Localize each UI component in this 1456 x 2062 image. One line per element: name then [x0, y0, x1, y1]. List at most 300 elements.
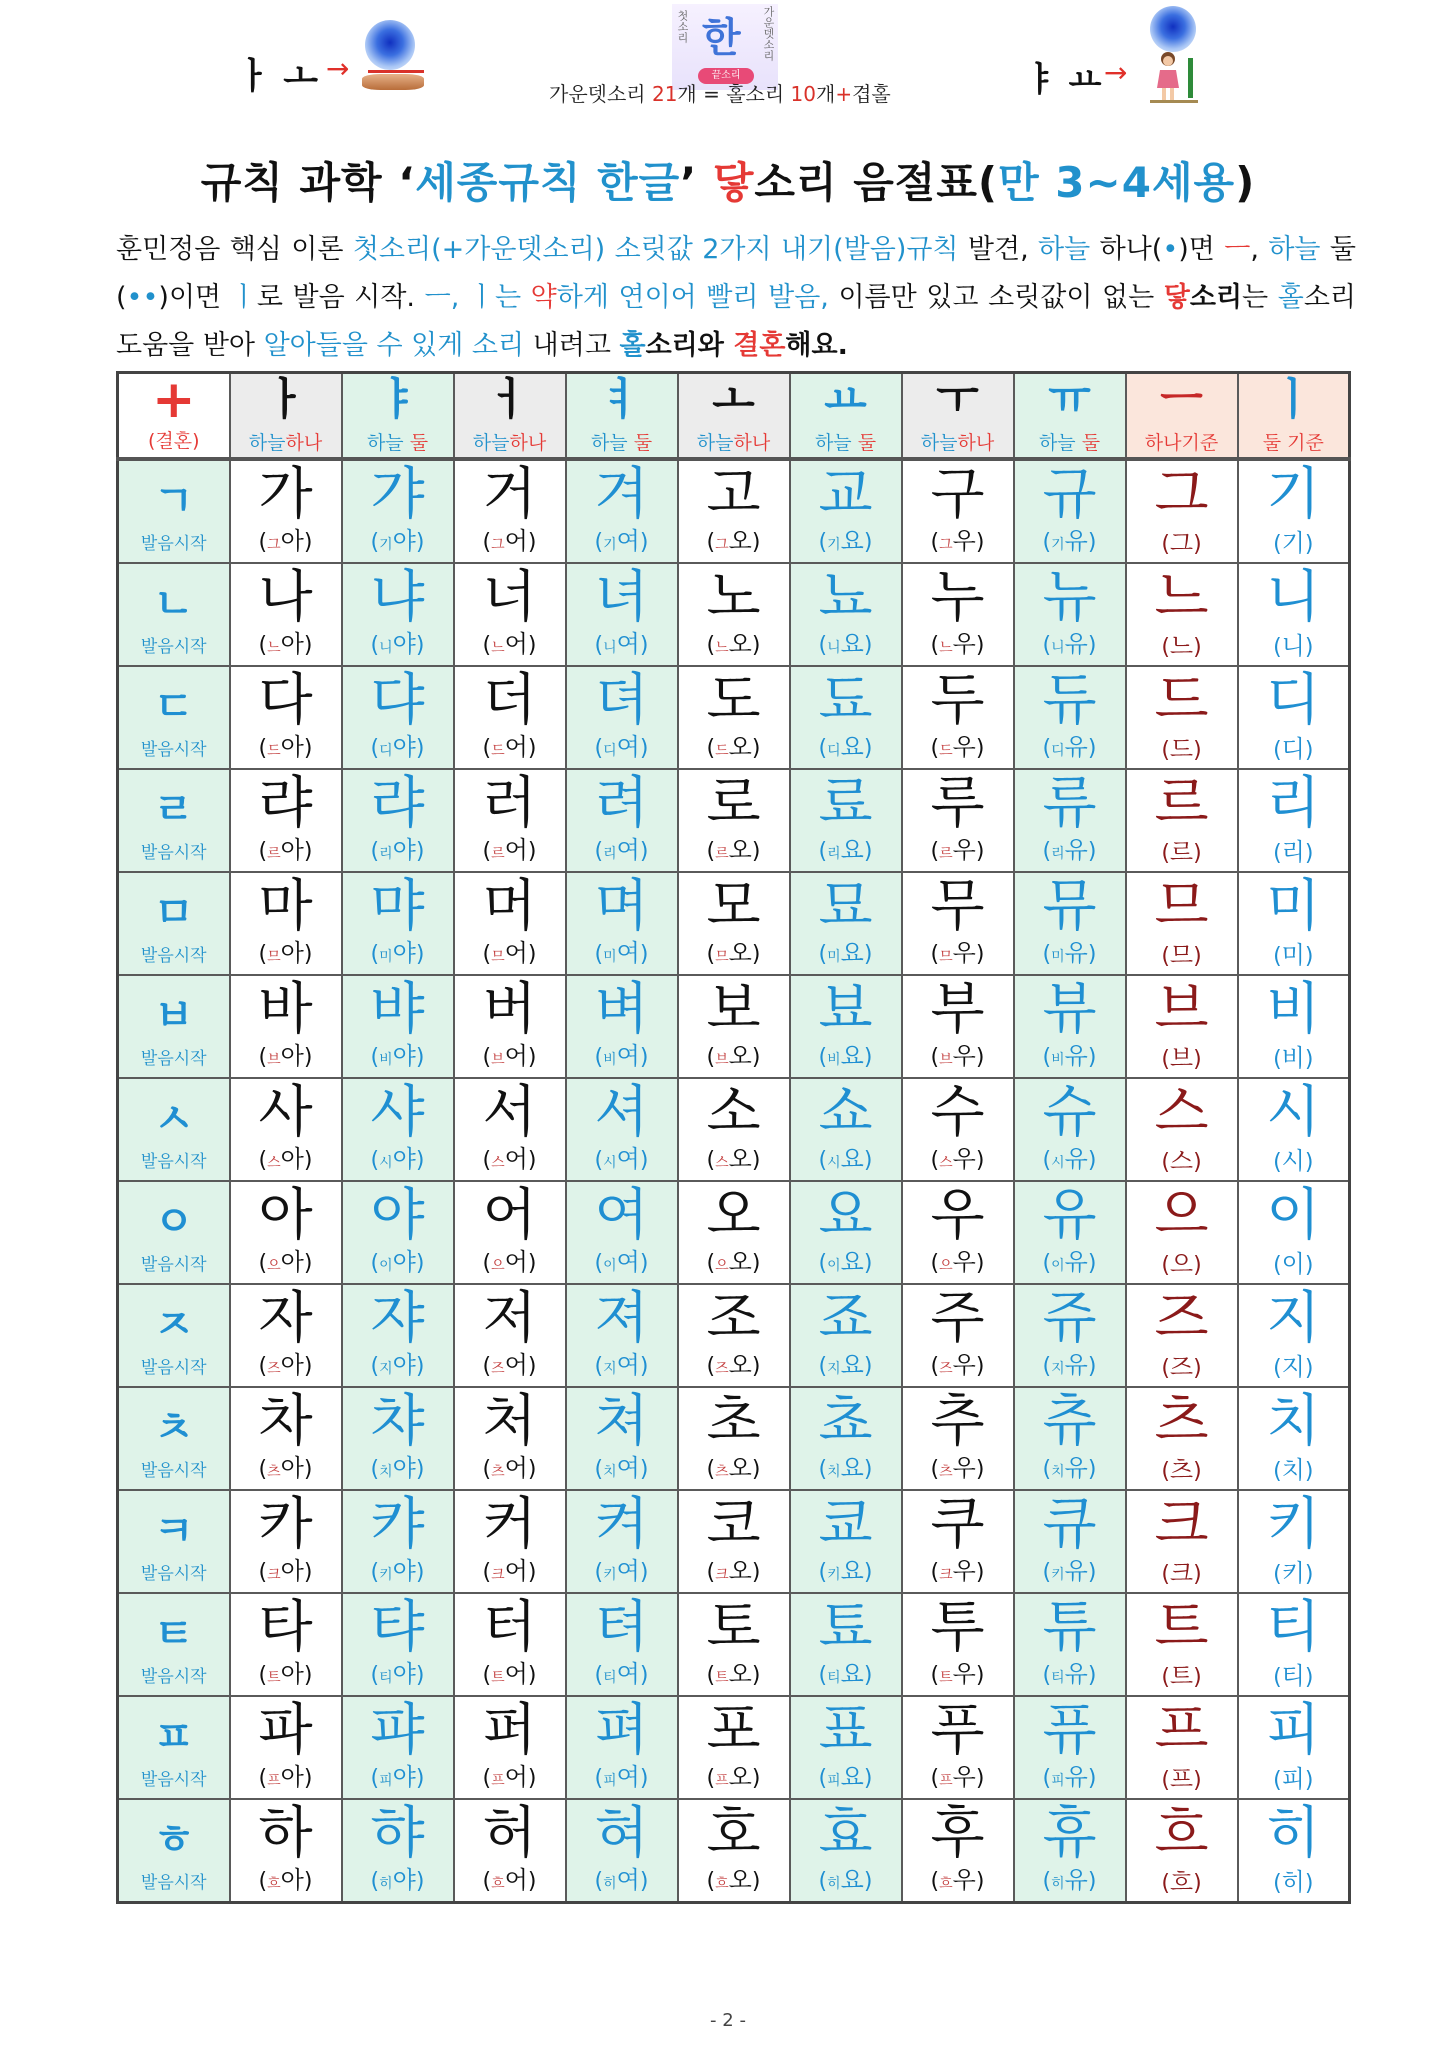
- neutral-sound: 그: [1169, 529, 1194, 557]
- vowel-sound: 아: [280, 1248, 304, 1276]
- syllable-cell: [1014, 1387, 1126, 1490]
- close-paren: ): [639, 530, 649, 555]
- close-paren: ): [751, 530, 761, 555]
- syllable-cell: [230, 1181, 342, 1284]
- syllable: 타: [258, 1595, 313, 1660]
- pronunciation: [903, 1454, 1013, 1486]
- open-paren: (: [1273, 1562, 1282, 1587]
- syllable: 뇨: [818, 565, 873, 630]
- syllable-cell: [1238, 1181, 1350, 1284]
- pronunciation: [343, 527, 453, 559]
- syllable: 뵤: [818, 977, 873, 1042]
- open-paren: (: [1273, 1253, 1282, 1278]
- syllable: 브: [1154, 977, 1209, 1042]
- vowel-header-1: [230, 373, 342, 460]
- neutral-sound: 브: [1169, 1044, 1194, 1072]
- vowel-sound: 아: [280, 1866, 304, 1894]
- pronunciation: [343, 1454, 453, 1486]
- close-paren: ): [1193, 1356, 1202, 1381]
- left-vowels: ㅏ ㅗ: [236, 55, 319, 97]
- open-paren: (: [1042, 1148, 1052, 1173]
- syllable-cell: [902, 1490, 1014, 1593]
- close-paren: ): [639, 942, 649, 967]
- open-paren: (: [482, 1663, 492, 1688]
- pronunciation: [1127, 1456, 1237, 1486]
- close-paren: ): [415, 1045, 425, 1070]
- syllable-cell: [790, 1181, 902, 1284]
- start-sound: 지: [603, 1361, 617, 1377]
- vowel-sound: 어: [504, 1145, 528, 1173]
- vowel-header-5: [678, 373, 790, 460]
- syllable: 툐: [818, 1595, 873, 1660]
- open-paren: (: [258, 1457, 268, 1482]
- open-paren: (: [1273, 1871, 1282, 1896]
- close-paren: ): [1193, 1459, 1202, 1484]
- syllable: 댜: [370, 668, 425, 733]
- pronounce-start-label: 발음시작: [140, 1049, 207, 1069]
- pronunciation: [343, 733, 453, 765]
- table-row: [118, 1490, 1350, 1593]
- vowel-sound: 아: [280, 1042, 304, 1070]
- syllable-cell: [678, 1593, 790, 1696]
- syllable: 슈: [1042, 1080, 1097, 1145]
- logo-left-label: 첫소리: [676, 10, 689, 43]
- pronunciation: [455, 630, 565, 662]
- open-paren: (: [1042, 633, 1052, 658]
- start-sound: 흐: [267, 1876, 281, 1892]
- syllable-cell: [678, 1490, 790, 1593]
- close-paren: ): [975, 1560, 985, 1585]
- pronunciation: [903, 1763, 1013, 1795]
- vowel-sound: 요: [840, 939, 864, 967]
- vowel-label: 하늘하나: [248, 432, 323, 454]
- syllable: 으: [1154, 1183, 1209, 1248]
- close-paren: ): [415, 1560, 425, 1585]
- pronunciation: [1239, 1044, 1349, 1074]
- start-sound: 키: [1051, 1567, 1065, 1583]
- neutral-sound: 스: [1169, 1147, 1194, 1175]
- syllable-cell: [1238, 1799, 1350, 1903]
- open-paren: (: [258, 942, 268, 967]
- syllable-cell: [342, 1284, 454, 1387]
- pronunciation: [1239, 1559, 1349, 1589]
- open-paren: (: [818, 1457, 828, 1482]
- vowel-sound: 요: [840, 1145, 864, 1173]
- start-sound: 비: [603, 1052, 617, 1068]
- open-paren: (: [594, 736, 604, 761]
- syllable-cell: [902, 563, 1014, 666]
- close-paren: ): [415, 1457, 425, 1482]
- page-number: - 2 -: [710, 2010, 746, 2031]
- open-paren: (: [482, 1766, 492, 1791]
- close-paren: ): [863, 1354, 873, 1379]
- ground-icon: [362, 74, 424, 90]
- close-paren: ): [1304, 1253, 1314, 1278]
- open-paren: (: [818, 1251, 828, 1276]
- vowel-sound: 유: [1064, 527, 1088, 555]
- vowel-header-6: [790, 373, 902, 460]
- pronunciation: [567, 630, 677, 662]
- syllable: 혀: [594, 1801, 649, 1866]
- start-sound: 드: [267, 743, 281, 759]
- vowel-label: 하나기준: [1144, 432, 1219, 454]
- table-row: [118, 459, 1350, 563]
- close-paren: ): [303, 1560, 313, 1585]
- pronunciation: [1127, 735, 1237, 765]
- open-paren: (: [1042, 1560, 1052, 1585]
- vowel-sound: 우: [952, 1454, 976, 1482]
- vowel-sound: 우: [952, 1557, 976, 1585]
- close-paren: ): [303, 1045, 313, 1070]
- syllable: 카: [258, 1492, 313, 1557]
- start-sound: 드: [491, 743, 505, 759]
- vowel-sound: 유: [1064, 1042, 1088, 1070]
- logo-right-label: 가운뎃소리: [762, 6, 775, 61]
- vowel-sound: 요: [840, 1763, 864, 1791]
- pronunciation: [231, 1042, 341, 1074]
- pronunciation: [1015, 1145, 1125, 1177]
- pronunciation: [567, 1351, 677, 1383]
- close-paren: ): [1087, 1766, 1097, 1791]
- start-sound: 니: [379, 640, 393, 656]
- open-paren: (: [818, 839, 828, 864]
- open-paren: (: [1273, 841, 1282, 866]
- consonant-cell: [118, 1181, 230, 1284]
- open-paren: (: [818, 530, 828, 555]
- sun-icon: [365, 20, 415, 70]
- vowel-sound: 여: [616, 836, 640, 864]
- close-paren: ): [1304, 532, 1314, 557]
- syllable: 퍼: [482, 1698, 537, 1763]
- vowel-sound: 여: [616, 1145, 640, 1173]
- open-paren: (: [1161, 1871, 1170, 1896]
- syllable: 이: [1266, 1183, 1321, 1248]
- pronunciation: [1015, 1763, 1125, 1795]
- open-paren: (: [370, 1045, 380, 1070]
- vowel-sound: 오: [728, 939, 752, 967]
- start-sound: 츠: [267, 1464, 281, 1480]
- open-paren: (: [1273, 635, 1282, 660]
- syllable: 샤: [370, 1080, 425, 1145]
- pronunciation: [679, 1454, 789, 1486]
- open-paren: (: [258, 1354, 268, 1379]
- syllable-cell: [454, 1799, 566, 1903]
- start-sound: 므: [491, 949, 505, 965]
- vowel-sound: 우: [952, 1763, 976, 1791]
- vowel-sound: 요: [840, 630, 864, 658]
- syllable-cell: [454, 1078, 566, 1181]
- pronunciation: [1015, 630, 1125, 662]
- syllable: 녀: [594, 565, 649, 630]
- pronunciation: [567, 1454, 677, 1486]
- close-paren: ): [527, 942, 537, 967]
- syllable: 노: [706, 565, 761, 630]
- open-paren: (: [1042, 1457, 1052, 1482]
- open-paren: (: [1161, 738, 1170, 763]
- neutral-sound: 히: [1281, 1868, 1305, 1896]
- close-paren: ): [1087, 530, 1097, 555]
- syllable: 모: [706, 874, 761, 939]
- close-paren: ): [751, 1457, 761, 1482]
- close-paren: ): [415, 633, 425, 658]
- syllable: 무: [930, 874, 985, 939]
- vowel-sound: 아: [280, 1351, 304, 1379]
- right-vowels: ㅑ ㅛ: [1024, 60, 1102, 100]
- table-row: [118, 872, 1350, 975]
- open-paren: (: [1161, 1459, 1170, 1484]
- open-paren: (: [258, 1766, 268, 1791]
- pronunciation: [567, 1866, 677, 1898]
- pronunciation: [1127, 1044, 1237, 1074]
- syllable-cell: [678, 975, 790, 1078]
- neutral-sound: 으: [1169, 1250, 1194, 1278]
- start-sound: 이: [1051, 1258, 1065, 1274]
- close-paren: ): [527, 633, 537, 658]
- neutral-sound: 비: [1281, 1044, 1305, 1072]
- vowel-sound: 아: [280, 1454, 304, 1482]
- consonant-cell: [118, 1284, 230, 1387]
- syllable-cell: [566, 1387, 678, 1490]
- pronunciation: [679, 1042, 789, 1074]
- start-sound: 기: [1051, 537, 1065, 553]
- open-paren: (: [482, 839, 492, 864]
- open-paren: (: [1273, 1665, 1282, 1690]
- syllable-cell: [454, 459, 566, 563]
- syllable-cell: [1126, 1593, 1238, 1696]
- syllable: 차: [258, 1389, 313, 1454]
- neutral-sound: 드: [1169, 735, 1194, 763]
- start-sound: 츠: [491, 1464, 505, 1480]
- syllable: 묘: [818, 874, 873, 939]
- vowel-header-9: [1126, 373, 1238, 460]
- consonant-char: ㅍ: [153, 1712, 195, 1761]
- syllable-cell: [1014, 872, 1126, 975]
- open-paren: (: [370, 530, 380, 555]
- syllable-cell: [678, 1387, 790, 1490]
- close-paren: ): [751, 736, 761, 761]
- close-paren: ): [415, 1869, 425, 1894]
- vowel-sound: 유: [1064, 836, 1088, 864]
- table-row: [118, 1593, 1350, 1696]
- consonant-char: ㄷ: [153, 682, 195, 731]
- syllable-cell: [678, 1181, 790, 1284]
- syllable-cell: [790, 769, 902, 872]
- close-paren: ): [303, 1148, 313, 1173]
- vowel-sound: 오: [728, 1763, 752, 1791]
- vowel-label: 하늘 둘: [366, 432, 429, 454]
- syllable: 셔: [594, 1080, 649, 1145]
- close-paren: ): [1087, 1560, 1097, 1585]
- vowel-sound: 유: [1064, 733, 1088, 761]
- start-sound: 트: [267, 1670, 281, 1686]
- close-paren: ): [639, 839, 649, 864]
- close-paren: ): [303, 1869, 313, 1894]
- neutral-sound: 피: [1281, 1765, 1305, 1793]
- pronunciation: [231, 1660, 341, 1692]
- consonant-char: ㅋ: [153, 1506, 195, 1555]
- consonant-cell: [118, 1078, 230, 1181]
- syllable-cell: [902, 666, 1014, 769]
- close-paren: ): [863, 1663, 873, 1688]
- start-sound: 브: [267, 1052, 281, 1068]
- syllable: 파: [258, 1698, 313, 1763]
- sun-icon-2: [1150, 6, 1196, 52]
- pronunciation: [231, 1866, 341, 1898]
- syllable: 푸: [930, 1698, 985, 1763]
- horizon-line: [368, 70, 424, 73]
- open-paren: (: [370, 942, 380, 967]
- vowel-sound: 여: [616, 1763, 640, 1791]
- person-icon: [1144, 50, 1204, 104]
- syllable: 쳐: [594, 1389, 649, 1454]
- syllable: 유: [1042, 1183, 1097, 1248]
- syllable-cell: [342, 1078, 454, 1181]
- start-sound: 르: [939, 846, 953, 862]
- consonant-cell: [118, 1593, 230, 1696]
- vowel-sound: 아: [280, 733, 304, 761]
- neutral-sound: 리: [1281, 838, 1305, 866]
- open-paren: (: [594, 530, 604, 555]
- pronunciation: [1239, 1868, 1349, 1898]
- start-sound: 히: [603, 1876, 617, 1892]
- start-sound: 브: [939, 1052, 953, 1068]
- start-sound: 비: [379, 1052, 393, 1068]
- close-paren: ): [639, 736, 649, 761]
- open-paren: (: [1042, 1251, 1052, 1276]
- start-sound: 므: [939, 949, 953, 965]
- close-paren: ): [527, 1148, 537, 1173]
- open-paren: (: [930, 1766, 940, 1791]
- pronunciation: [231, 1454, 341, 1486]
- open-paren: (: [370, 736, 380, 761]
- pronunciation: [791, 1145, 901, 1177]
- vowel-sound: 여: [616, 1042, 640, 1070]
- close-paren: ): [863, 1869, 873, 1894]
- syllable: 리: [1266, 771, 1321, 836]
- open-paren: (: [1161, 1150, 1170, 1175]
- start-sound: 즈: [267, 1361, 281, 1377]
- open-paren: (: [706, 1663, 716, 1688]
- pronunciation: [1015, 1351, 1125, 1383]
- close-paren: ): [975, 1457, 985, 1482]
- start-sound: 브: [715, 1052, 729, 1068]
- syllable-cell: [454, 1696, 566, 1799]
- syllable: 다: [258, 668, 313, 733]
- open-paren: (: [594, 1869, 604, 1894]
- syllable: 커: [482, 1492, 537, 1557]
- neutral-sound: 디: [1281, 735, 1305, 763]
- syllable-cell: [790, 1387, 902, 1490]
- neutral-sound: 므: [1169, 941, 1194, 969]
- syllable: 저: [482, 1286, 537, 1351]
- open-paren: (: [370, 1354, 380, 1379]
- close-paren: ): [1304, 1150, 1314, 1175]
- start-sound: 키: [603, 1567, 617, 1583]
- start-sound: 피: [603, 1773, 617, 1789]
- syllable: 프: [1154, 1698, 1209, 1763]
- pronounce-start-label: 발음시작: [140, 740, 207, 760]
- consonant-cell: [118, 666, 230, 769]
- close-paren: ): [1087, 1251, 1097, 1276]
- open-paren: (: [1161, 841, 1170, 866]
- syllable: 그: [1154, 462, 1209, 527]
- vowel-header-2: [342, 373, 454, 460]
- open-paren: (: [370, 839, 380, 864]
- consonant-char: ㅈ: [153, 1300, 195, 1349]
- vowel-sound: 오: [728, 1042, 752, 1070]
- vowel-label: 하늘 둘: [814, 432, 877, 454]
- close-paren: ): [639, 1251, 649, 1276]
- syllable-cell: [454, 666, 566, 769]
- syllable-cell: [454, 872, 566, 975]
- pronunciation: [343, 1763, 453, 1795]
- vowel-sound: 야: [392, 527, 416, 555]
- start-sound: 흐: [715, 1876, 729, 1892]
- open-paren: (: [706, 1148, 716, 1173]
- neutral-sound: 흐: [1169, 1868, 1194, 1896]
- syllable: 휴: [1042, 1801, 1097, 1866]
- start-sound: 즈: [715, 1361, 729, 1377]
- syllable-cell: [342, 1387, 454, 1490]
- close-paren: ): [751, 942, 761, 967]
- start-sound: 으: [491, 1258, 505, 1274]
- vowel-sound: 어: [504, 1557, 528, 1585]
- syllable-cell: [1014, 975, 1126, 1078]
- pronunciation: [903, 1660, 1013, 1692]
- start-sound: 크: [491, 1567, 505, 1583]
- syllable-cell: [902, 1284, 1014, 1387]
- start-sound: 이: [603, 1258, 617, 1274]
- syllable-cell: [678, 666, 790, 769]
- start-sound: 지: [379, 1361, 393, 1377]
- close-paren: ): [751, 1560, 761, 1585]
- syllable-cell: [1238, 1387, 1350, 1490]
- syllable: 추: [930, 1389, 985, 1454]
- vowel-sound: 아: [280, 630, 304, 658]
- syllable-cell: [1126, 1696, 1238, 1799]
- syllable-cell: [230, 666, 342, 769]
- pronunciation: [455, 1454, 565, 1486]
- syllable-cell: [790, 872, 902, 975]
- open-paren: (: [594, 633, 604, 658]
- vowel-sound: 아: [280, 939, 304, 967]
- pronunciation: [1239, 1456, 1349, 1486]
- open-paren: (: [706, 1045, 716, 1070]
- open-paren: (: [482, 736, 492, 761]
- pronunciation: [1015, 527, 1125, 559]
- close-paren: ): [303, 1663, 313, 1688]
- vowel-sound: 여: [616, 630, 640, 658]
- close-paren: ): [639, 1869, 649, 1894]
- vowel-sound: 오: [728, 1248, 752, 1276]
- neutral-sound: 티: [1281, 1662, 1305, 1690]
- vowel-sound: 오: [728, 1557, 752, 1585]
- syllable-cell: [902, 1078, 1014, 1181]
- open-paren: (: [818, 1560, 828, 1585]
- close-paren: ): [1087, 633, 1097, 658]
- pronunciation: [343, 939, 453, 971]
- syllable-cell: [790, 975, 902, 1078]
- pronunciation: [343, 1042, 453, 1074]
- syllable-cell: [1014, 563, 1126, 666]
- syllable: 탸: [370, 1595, 425, 1660]
- vowel-sound: 아: [280, 527, 304, 555]
- table-row: [118, 1387, 1350, 1490]
- start-sound: 크: [939, 1567, 953, 1583]
- syllable-cell: [790, 666, 902, 769]
- pronunciation: [679, 939, 789, 971]
- syllable-cell: [230, 1078, 342, 1181]
